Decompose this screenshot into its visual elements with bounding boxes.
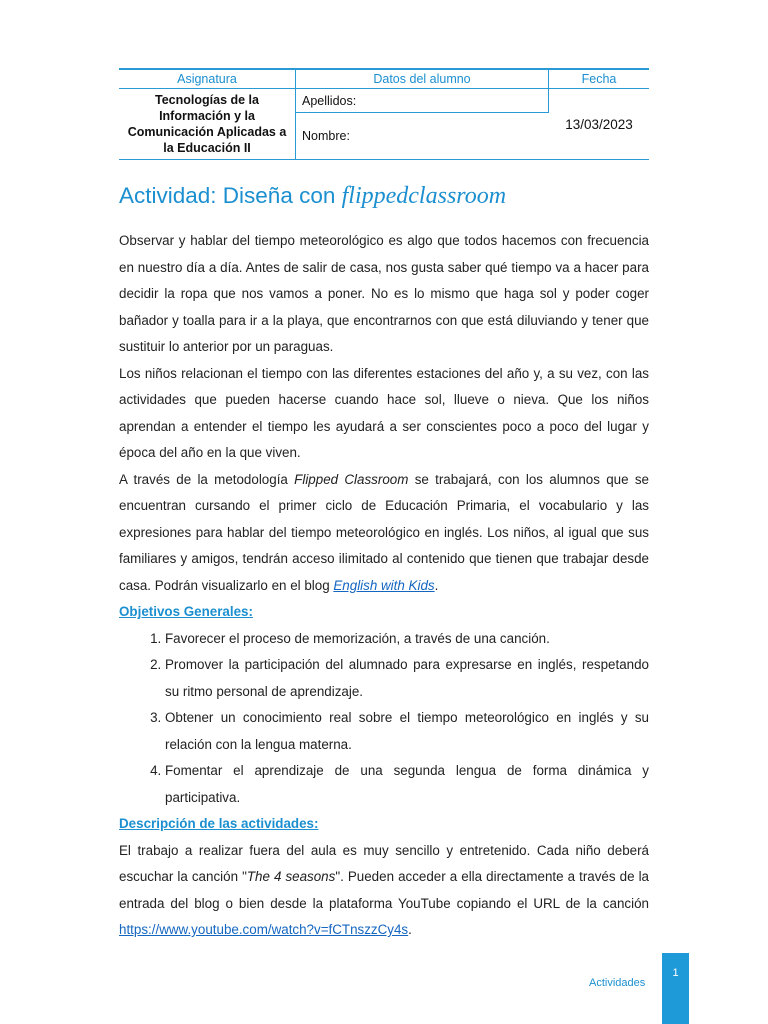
objectives-list [119,626,649,812]
objective-item: 4. Fomentar el aprendizaje de una segunda lengua de forma dinámica y participativa. [165,758,649,811]
objective-item: 3. Obtener un conocimiento real sobre el tiempo meteorológico en inglés y su relación con la lengua materna. [165,705,649,758]
objectives-heading: Objetivos Generales: [119,604,253,619]
activities-text-a: El trabajo a realizar fuera del aula es muy sencillo y entretenido. Cada niño deberá escuchar la canción " [119,842,649,884]
song-title: The 4 seasons [246,869,336,884]
header-table [119,68,649,160]
date-cell: 13/03/2023 [549,89,650,160]
paragraph-3-a: A través de la metodología [119,471,295,487]
blog-link[interactable]: English with Kids [333,577,435,593]
paragraph-3-b: se trabajará, con los alumnos que se encuentran cursando el primer ciclo de Educación Primaria, el vocabulario y las expresiones para hablar del tiempo meteorológico en inglés. Los niños, al igual que sus familiares y amigos, tendrán acceso ilimitado al contenido que tienen que trabajar desde casa. Podrán visualizarlo en el blog [119,471,649,593]
document-page [119,68,649,944]
surname-field: Apellidos: [296,89,549,113]
name-field: Nombre: [296,113,549,160]
page-title [119,178,649,214]
col-date-header: Fecha [549,69,650,89]
paragraph-3-em: Flipped Classroom [294,471,409,487]
page-number-tab: 1 [662,953,689,1024]
footer-label: Actividades [589,977,646,989]
subject-cell: Tecnologías de la Información y la Comunicación Aplicadas a la Educación II [119,89,296,160]
body-content [119,228,649,944]
activities-paragraph [119,838,649,944]
title-prefix: Actividad: Diseña con [119,183,342,208]
objective-item: 2. Promover la participación del alumnado para expresarse en inglés, respetando su ritmo personal de aprendizaje. [165,652,649,705]
paragraph-1: Observar y hablar del tiempo meteorológico es algo que todos hacemos con frecuencia en nuestro día a día. Antes de salir de casa, nos gusta saber qué tiempo va a hacer para decidir la ropa que nos vamos a poner. No es lo mismo que haga sol y poder coger bañador y toalla para ir a la playa, que encontrarnos con que está diluviando y tener que sustituir lo anterior por un paraguas. [119,233,649,354]
col-subject-header: Asignatura [119,69,296,89]
col-student-header: Datos del alumno [296,69,549,89]
paragraph-3-c: . [434,577,439,593]
activities-heading: Descripción de las actividades: [119,816,319,831]
paragraph-2: Los niños relacionan el tiempo con las diferentes estaciones del año y, a su vez, con las actividades que pueden hacerse cuando hace sol, llueve o nieva. Que los niños aprendan a entender el tiempo les ayudará a ser conscientes poco a poco del lugar y época del año en la que viven. [119,365,649,460]
paragraph-3 [119,467,649,600]
objective-item: 1. Favorecer el proceso de memorización, a través de una canción. [165,626,649,653]
activities-text-c: . [408,922,412,937]
title-emphasis: flippedclassroom [341,183,507,209]
youtube-link[interactable]: https://www.youtube.com/watch?v=fCTnszzCy4s [119,922,409,937]
activities-text-b: ". Pueden acceder a ella directamente a través de la entrada del blog o bien desde la plataforma YouTube copiando el URL de la canción [119,869,649,911]
